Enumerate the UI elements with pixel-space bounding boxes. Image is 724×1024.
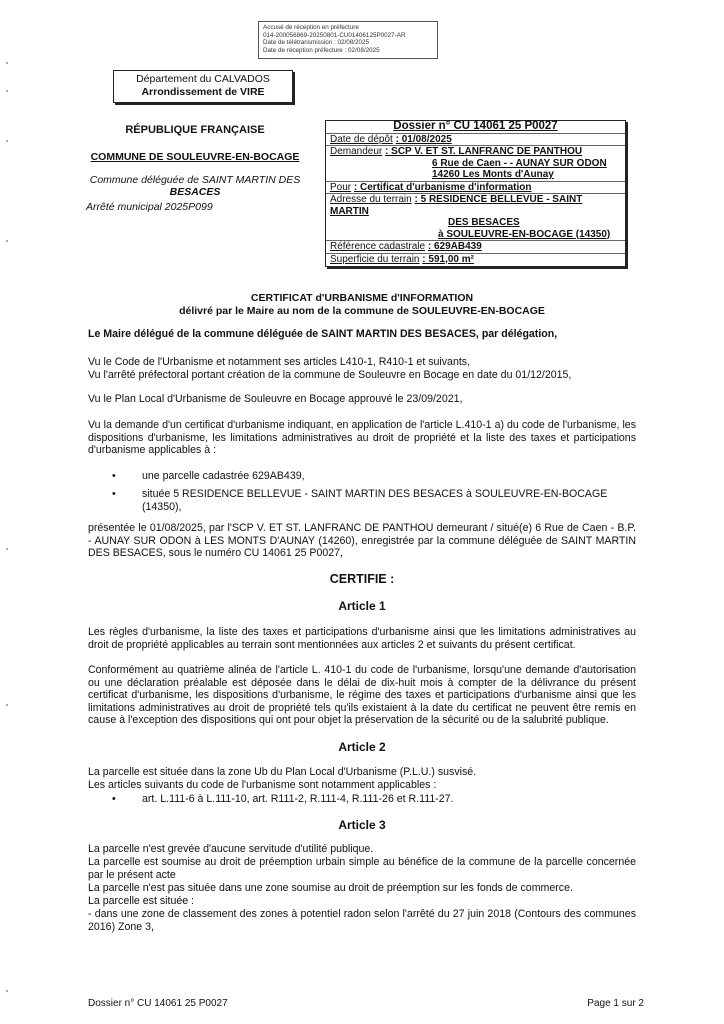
commune-deleguee-line2: BESACES: [169, 186, 221, 198]
adresse-value-3: à SOULEUVRE-EN-BOCAGE (14350): [438, 228, 611, 240]
article-3-heading: Article 3: [338, 818, 386, 832]
republic-heading: RÉPUBLIQUE FRANÇAISE: [125, 124, 265, 136]
dossier-title: Dossier n° CU 14061 25 P0027: [393, 120, 558, 132]
bullet-parcelle: une parcelle cadastrée 629AB439,: [142, 470, 305, 482]
stamp-line: 014-200056869-20250801-CU01406125P0027-AR: [263, 31, 406, 39]
department-name: Département du CALVADOS: [136, 73, 270, 85]
article-2-bullet: art. L.111-6 à L.111-10, art. R111-2, R.111-4, R.111-26 et R.111-27.: [142, 793, 454, 805]
vu-code-urbanisme: Vu le Code de l'Urbanisme et notamment ses articles L410-1, R410-1 et suivants,: [88, 356, 471, 368]
article-3-paragraph-4: La parcelle est située :: [88, 895, 194, 907]
commune-deleguee: [80, 174, 310, 198]
pour-value: : Certificat d'urbanisme d'information: [353, 181, 532, 193]
commune-deleguee-line1: Commune déléguée de SAINT MARTIN DES: [89, 174, 301, 186]
demandeur-address-2: 14260 Les Monts d'Aunay: [432, 169, 554, 180]
bullet-icon: •: [112, 488, 116, 500]
reference-label: Référence cadastrale: [330, 241, 426, 252]
superficie-label: Superficie du terrain: [330, 253, 420, 265]
article-2-heading: Article 2: [338, 740, 386, 754]
margin-dot: [6, 90, 8, 92]
margin-dot: [6, 140, 8, 142]
article-1-heading: Article 1: [338, 599, 386, 613]
adresse-value-1: : 5 RESIDENCE BELLEVUE - SAINT MARTIN: [330, 194, 583, 217]
stamp-line: Date de réception préfecture : 02/08/2025: [263, 46, 380, 54]
superficie-value: : 591,00 m²: [422, 253, 474, 265]
commune-name: COMMUNE DE SOULEUVRE-EN-BOCAGE: [90, 151, 300, 163]
arrondissement: Arrondissement de VIRE: [141, 86, 265, 98]
adresse-value-2: DES BESACES: [448, 217, 520, 228]
margin-dot: [6, 704, 8, 706]
stamp-line: Date de télétransmission : 02/08/2025: [263, 39, 370, 47]
certificate-title: [0, 292, 724, 317]
article-2-paragraph-1: La parcelle est située dans la zone Ub du Plan Local d'Urbanisme (P.L.U.) susvisé.: [88, 766, 477, 778]
vu-plu: Vu le Plan Local d'Urbanisme de Souleuvre en Bocage approuvé le 23/09/2021,: [88, 393, 463, 405]
depot-label: Date de dépôt: [330, 133, 393, 145]
footer-page-number: Page 1 sur 2: [587, 998, 644, 1009]
reference-value: : 629AB439: [427, 241, 482, 252]
dossier-box: [325, 120, 626, 267]
certificate-title-line2: délivré par le Maire au nom de la commune de SOULEUVRE-EN-BOCAGE: [179, 304, 545, 317]
dossier-depot: [326, 133, 625, 146]
certifie-heading: CERTIFIE :: [329, 572, 395, 586]
margin-dot: [6, 548, 8, 550]
article-2-paragraph-2: Les articles suivants du code de l'urbanisme sont notamment applicables :: [88, 779, 437, 791]
bullet-situee-line2: (14350),: [142, 500, 182, 513]
vu-demande: Vu la demande d'un certificat d'urbanisme indiquant, en application de l'article L.410-1 a) du code de l'urbanisme, les dispositions d'urbanisme, les limitations administratives au droit de propriété et la liste des taxes et participations d'urbanisme applicables à :: [88, 419, 636, 456]
maire-delegation: Le Maire délégué de la commune déléguée de SAINT MARTIN DES BESACES, par délégation,: [88, 328, 558, 340]
bullet-icon: •: [112, 793, 116, 805]
article-1-paragraph-1: Les règles d'urbanisme, la liste des taxes et participations d'urbanisme ainsi que les limitations administratives au droit de propriété applicables au terrain sont mentionnées aux articles 2 et suivants du présent certificat.: [88, 626, 636, 651]
footer-dossier-number: Dossier n° CU 14061 25 P0027: [88, 998, 228, 1009]
pour-label: Pour: [330, 181, 352, 193]
certificate-title-line1: CERTIFICAT d'URBANISME d'INFORMATION: [250, 292, 474, 304]
article-3-paragraph-1: La parcelle n'est grevée d'aucune servitude d'utilité publique.: [88, 843, 374, 855]
margin-dot: [6, 240, 8, 242]
depot-value: : 01/08/2025: [395, 133, 452, 145]
bullet-situee: [142, 488, 636, 513]
vu-arrete-prefectoral: Vu l'arrêté préfectoral portant création de la commune de Souleuvre en Bocage en date du 01/12/2015,: [88, 369, 572, 381]
article-3-paragraph-2: La parcelle est soumise au droit de préemption urbain simple au bénéfice de la commune de la parcelle concernée par le présent acte: [88, 856, 636, 881]
stamp-line: Accusé de réception en préfecture: [263, 24, 359, 31]
reception-stamp: [258, 21, 438, 59]
article-1-paragraph-2: Conformément au quatrième alinéa de l'article L. 410-1 du code de l'urbanisme, lorsqu'une demande d'autorisation ou une déclaration préalable est déposée dans le délai de dix-huit mois à compter de la délivrance du présent certificat d'urbanisme, les dispositions d'urbanisme, le régime des taxes et participations d'urbanisme ainsi que les limitations administratives au droit de propriété tels qu'ils existaient à la date du certificat ne peuvent être remis en cause à l'exception des dispositions qui ont pour objet la préservation de la sécurité ou de la salubrité publique.: [88, 664, 636, 726]
arrete-municipal: Arrêté municipal 2025P099: [86, 201, 213, 213]
article-3-paragraph-5: - dans une zone de classement des zones à potentiel radon selon l'arrêté du 27 juin 2018 (Contours des communes 2016) Zone 3,: [88, 908, 636, 933]
margin-dot: [6, 62, 8, 64]
dossier-reference: [326, 240, 625, 253]
dossier-superficie: [326, 253, 625, 266]
presentee-paragraph: présentée le 01/08/2025, par l'SCP V. ET ST. LANFRANC DE PANTHOU demeurant / situé(e) 6 Rue de Caen - B.P. - AUNAY SUR ODON à LES MONTS D'AUNAY (14260), enregistrée par la commune déléguée de SAINT MARTIN DES BESACES, sous le numéro CU 14061 25 P0027,: [88, 522, 636, 559]
dossier-pour: [326, 181, 625, 194]
article-3-paragraph-3: La parcelle n'est pas située dans une zone soumise au droit de préemption sur les fonds de commerce.: [88, 882, 573, 894]
adresse-label: Adresse du terrain: [330, 194, 412, 205]
department-box: [113, 70, 293, 103]
margin-dot: [6, 990, 8, 992]
demandeur-label: Demandeur: [330, 146, 383, 157]
dossier-demandeur: [326, 145, 625, 181]
bullet-icon: •: [112, 470, 116, 482]
demandeur-address-1: 6 Rue de Caen - - AUNAY SUR ODON: [432, 157, 607, 169]
demandeur-value: : SCP V. ET ST. LANFRANC DE PANTHOU: [385, 146, 583, 157]
dossier-adresse: [326, 193, 625, 240]
bullet-situee-line1: située 5 RESIDENCE BELLEVUE - SAINT MARTIN DES BESACES à SOULEUVRE-EN-BOCAGE: [142, 488, 608, 500]
